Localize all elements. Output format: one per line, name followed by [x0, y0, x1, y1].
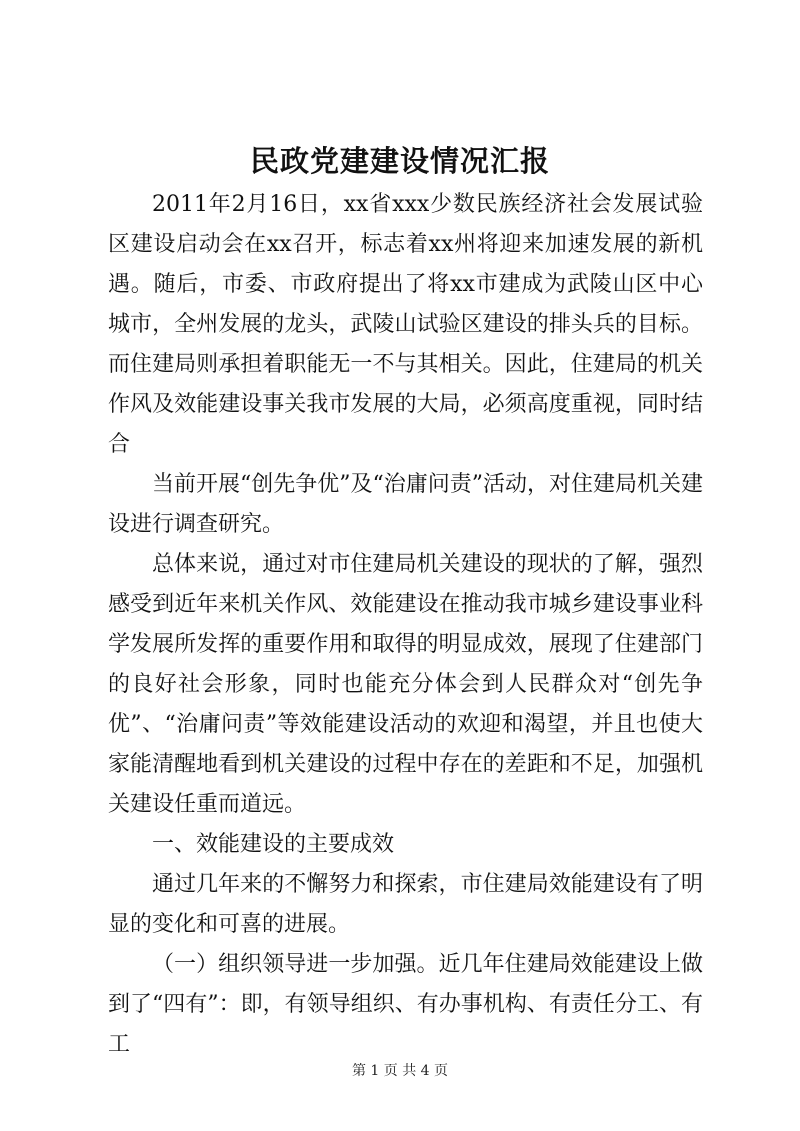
paragraph-5: （一）组织领导进一步加强。近几年住建局效能建设上做到了“四有”：即，有领导组织、有办事机构、有责任分工、有工: [108, 952, 703, 1057]
document-title: 民政党建建设情况汇报: [249, 144, 550, 178]
paragraph-1: 2011年2月16日，xx省xxx少数民族经济社会发展试验区建设启动会在xx召开，标志着xx州将迎来加速发展的新机遇。随后，市委、市政府提出了将xx市建成为武陵山区中心城市，全州发展的龙头，武陵山试验区建设的排头兵的目标。而住建局则承担着职能无一不与其相关。因此，住建局的机关作风及效能建设事关我市发展的大局，必须高度重视，同时结合: [108, 192, 703, 457]
document-body: [108, 185, 703, 1065]
page-footer: 第 1 页 共 4 页: [351, 1063, 449, 1079]
paragraph-3: 总体来说，通过对市住建局机关建设的现状的了解，强烈感受到近年来机关作风、效能建设在推动我市城乡建设事业科学发展所发挥的重要作用和取得的明显成效，展现了住建部门的良好社会形象，同时也能充分体会到人民群众对“创先争优”、“治庸问责”等效能建设活动的欢迎和渴望，并且也使大家能清醒地看到机关建设的过程中存在的差距和不足，加强机关建设任重而道远。: [108, 552, 703, 817]
paragraph-2: 当前开展“创先争优”及“治庸问责”活动，对住建局机关建设进行调查研究。: [108, 472, 703, 537]
section-heading-1: 一、效能建设的主要成效: [152, 832, 395, 857]
paragraph-4: 通过几年来的不懈努力和探索，市住建局效能建设有了明显的变化和可喜的进展。: [108, 872, 703, 937]
